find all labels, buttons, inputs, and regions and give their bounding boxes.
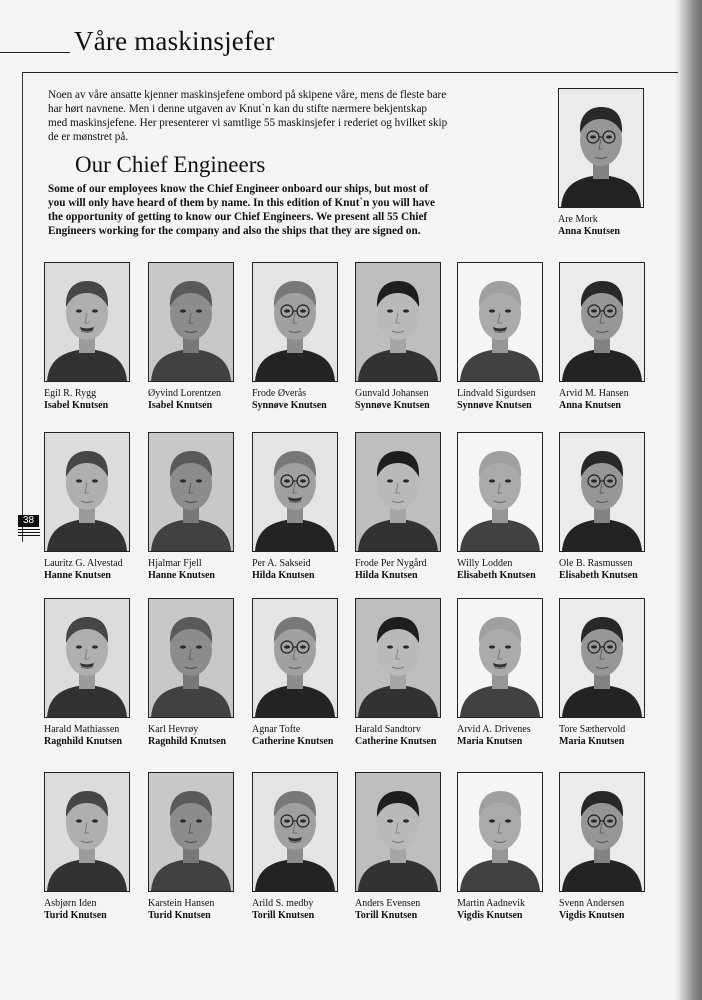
engineer-name: Asbjørn Iden: [44, 898, 97, 909]
portrait-photo: [559, 598, 645, 718]
portrait-photo: [44, 598, 130, 718]
portrait-photo: [148, 772, 234, 892]
engineer-ship: Anna Knutsen: [558, 226, 620, 237]
page-number: 38: [18, 515, 39, 527]
engineer-card: [559, 262, 671, 412]
engineer-ship: Elisabeth Knutsen: [457, 570, 536, 581]
portrait-photo: [457, 772, 543, 892]
portrait-photo: [355, 432, 441, 552]
engineer-name: Harald Sandtorv: [355, 724, 421, 735]
engineer-card: [457, 262, 569, 412]
engineer-ship: Hilda Knutsen: [355, 570, 418, 581]
portrait-photo: [457, 432, 543, 552]
portrait-photo: [252, 432, 338, 552]
engineer-name: Svenn Andersen: [559, 898, 625, 909]
engineer-card: [252, 432, 364, 582]
portrait-photo: [44, 772, 130, 892]
engineer-ship: Hanne Knutsen: [44, 570, 111, 581]
page-title: Våre maskinsjefer: [74, 26, 275, 56]
engineer-card: [44, 772, 156, 922]
engineer-name: Are Mork: [558, 214, 598, 225]
portrait-photo: [148, 262, 234, 382]
engineer-ship: Hilda Knutsen: [252, 570, 315, 581]
engineer-name: Tore Sæthervold: [559, 724, 626, 735]
engineer-name: Lindvald Sigurdsen: [457, 388, 536, 399]
engineer-card: [355, 598, 467, 748]
engineer-ship: Vigdis Knutsen: [457, 910, 523, 921]
portrait-photo: [252, 598, 338, 718]
engineer-card: [559, 598, 671, 748]
engineer-name: Arvid M. Hansen: [559, 388, 629, 399]
engineer-name: Agnar Tofte: [252, 724, 301, 735]
portrait-photo: [355, 772, 441, 892]
engineer-card: [355, 432, 467, 582]
engineer-ship: Catherine Knutsen: [355, 736, 437, 747]
engineer-name: Karstein Hansen: [148, 898, 215, 909]
engineer-name: Harald Mathiassen: [44, 724, 120, 735]
margin-rule: [22, 72, 23, 542]
engineer-ship: Hanne Knutsen: [148, 570, 215, 581]
engineer-card: [252, 772, 364, 922]
engineer-card: [252, 262, 364, 412]
engineer-card: [457, 772, 569, 922]
engineer-ship: Catherine Knutsen: [252, 736, 334, 747]
engineer-card: [44, 598, 156, 748]
engineer-card: [148, 262, 260, 412]
page-binding-shadow: [680, 0, 702, 1000]
engineer-card: [559, 772, 671, 922]
engineer-ship: Ragnhild Knutsen: [148, 736, 227, 747]
engineer-card: [148, 432, 260, 582]
engineer-card: [457, 432, 569, 582]
engineer-ship: Isabel Knutsen: [44, 400, 109, 411]
engineer-name: Per A. Sakseid: [252, 558, 311, 569]
engineer-name: Karl Hevrøy: [148, 724, 199, 735]
engineer-name: Egil R. Rygg: [44, 388, 97, 399]
portrait-photo: [558, 88, 644, 208]
engineer-ship: Isabel Knutsen: [148, 400, 213, 411]
engineer-ship: Synnøve Knutsen: [252, 400, 327, 411]
header-rule: [0, 52, 70, 53]
engineer-name: Arild S. medby: [252, 898, 314, 909]
engineer-name: Anders Evensen: [355, 898, 421, 909]
engineer-ship: Vigdis Knutsen: [559, 910, 625, 921]
engineer-name: Lauritz G. Alvestad: [44, 558, 123, 569]
portrait-photo: [252, 262, 338, 382]
intro-norwegian: Noen av våre ansatte kjenner maskinsjefene ombord på skipene våre, mens de fleste bare har hørt navnene. Men i denne utgaven av Knut`n kan du stifte nærmere bekjentskap med maskinsjefene. Her presenterer vi samtlige 55 maskinsjefer i rederiet og hvilket skip de er mønstret på.: [48, 89, 448, 143]
engineer-name: Willy Lodden: [457, 558, 513, 569]
engineer-ship: Synnøve Knutsen: [457, 400, 532, 411]
engineer-name: Frode Per Nygård: [355, 558, 427, 569]
title-underline: [22, 72, 678, 73]
page-number-lines: [18, 529, 40, 538]
engineer-ship: Torill Knutsen: [355, 910, 418, 921]
portrait-photo: [559, 432, 645, 552]
portrait-photo: [559, 772, 645, 892]
engineer-name: Hjalmar Fjell: [148, 558, 202, 569]
engineer-ship: Synnøve Knutsen: [355, 400, 430, 411]
engineer-card: [355, 772, 467, 922]
engineer-card: [252, 598, 364, 748]
engineer-card: [457, 598, 569, 748]
engineer-card: [559, 432, 671, 582]
portrait-photo: [559, 262, 645, 382]
portrait-photo: [148, 432, 234, 552]
portrait-photo: [457, 262, 543, 382]
engineer-ship: Elisabeth Knutsen: [559, 570, 638, 581]
portrait-photo: [148, 598, 234, 718]
engineer-name: Martin Aadnevik: [457, 898, 526, 909]
portrait-photo: [355, 598, 441, 718]
engineer-card: [148, 598, 260, 748]
portrait-photo: [252, 772, 338, 892]
portrait-photo: [355, 262, 441, 382]
engineer-card: [148, 772, 260, 922]
page-number-marker: [18, 515, 40, 537]
english-heading: Our Chief Engineers: [75, 152, 266, 177]
featured-engineer-card: [558, 88, 670, 238]
engineer-ship: Ragnhild Knutsen: [44, 736, 123, 747]
engineer-ship: Torill Knutsen: [252, 910, 315, 921]
engineer-ship: Maria Knutsen: [457, 736, 523, 747]
engineer-card: [355, 262, 467, 412]
engineer-ship: Anna Knutsen: [559, 400, 621, 411]
engineer-name: Arvid A. Drivenes: [457, 724, 531, 735]
intro-english: Some of our employees know the Chief Engineer onboard our ships, but most of you will only have heard of them by name. In this edition of Knut`n you will have the opportunity of getting to know our Chief Engineers. We present all 55 Chief Engineers working for the company and also the ships that they are signed on.: [48, 183, 435, 237]
engineer-card: [44, 262, 156, 412]
engineer-ship: Turid Knutsen: [44, 910, 107, 921]
engineer-ship: Turid Knutsen: [148, 910, 211, 921]
engineer-name: Ole B. Rasmussen: [559, 558, 633, 569]
engineer-name: Frode Øverås: [252, 388, 307, 399]
engineer-name: Gunvald Johansen: [355, 388, 429, 399]
portrait-photo: [44, 262, 130, 382]
engineer-ship: Maria Knutsen: [559, 736, 625, 747]
engineer-name: Øyvind Lorentzen: [148, 388, 222, 399]
portrait-photo: [457, 598, 543, 718]
engineer-card: [44, 432, 156, 582]
portrait-photo: [44, 432, 130, 552]
